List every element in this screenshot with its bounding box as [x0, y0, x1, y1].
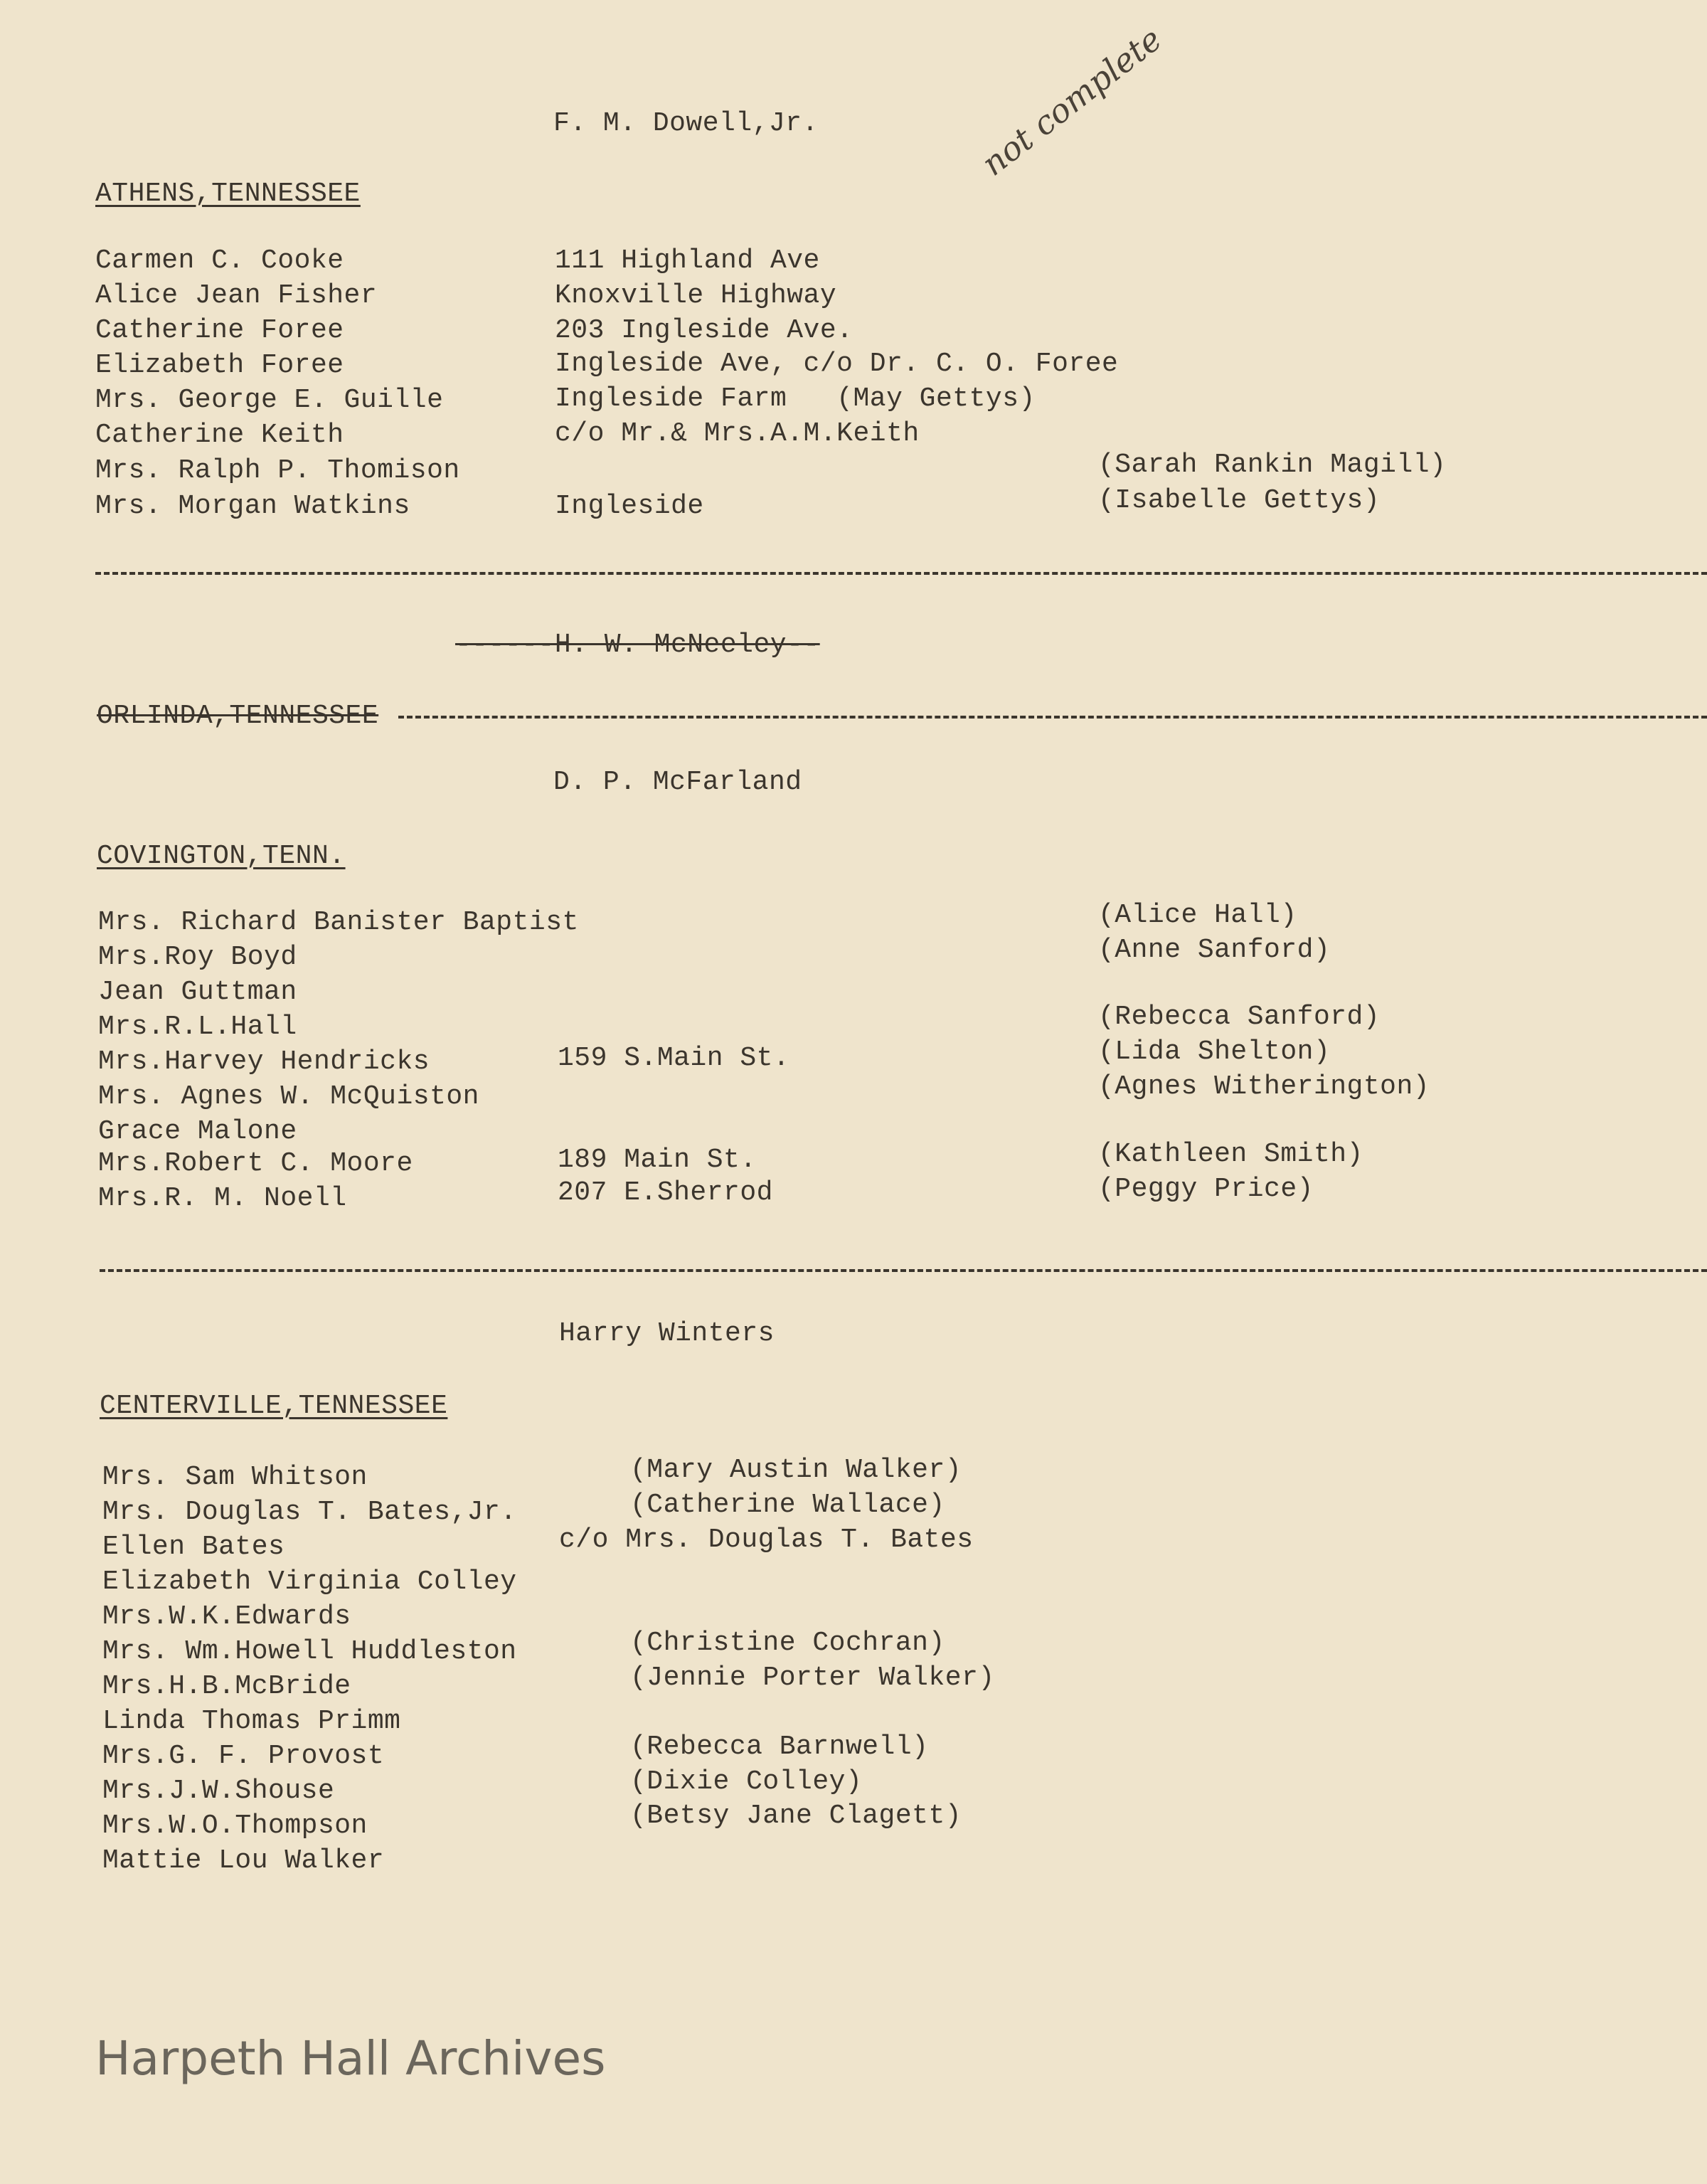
list-item-name: Elizabeth Virginia Colley — [102, 1567, 517, 1597]
section-divider — [100, 1269, 1707, 1272]
list-item-name: Mrs. Sam Whitson — [102, 1462, 368, 1493]
representative-name: F. M. Dowell,Jr. — [553, 108, 819, 139]
list-item-name: Mrs.Harvey Hendricks — [98, 1046, 430, 1077]
list-item-note: (Rebecca Barnwell) — [630, 1732, 929, 1762]
list-item-maiden-name: (Peggy Price) — [1098, 1174, 1314, 1204]
list-item-address: Ingleside — [555, 491, 704, 521]
list-item-name: Mrs.H.B.McBride — [102, 1671, 351, 1702]
list-item-note: (Mary Austin Walker) — [630, 1455, 962, 1485]
list-item-name: Alice Jean Fisher — [95, 280, 378, 311]
handwritten-note: not complete — [974, 19, 1169, 184]
list-item-maiden-name: (Lida Shelton) — [1098, 1037, 1331, 1067]
list-item-note: (Dixie Colley) — [630, 1766, 863, 1797]
list-item-address: 111 Highland Ave — [555, 245, 820, 276]
list-item-maiden-name: (Agnes Witherington) — [1098, 1071, 1430, 1102]
location-heading: ORLINDA,TENNESSEE — [97, 701, 379, 731]
list-item-name: Mrs. Wm.Howell Huddleston — [102, 1636, 517, 1667]
list-item-maiden-name: (Kathleen Smith) — [1098, 1139, 1363, 1170]
list-item-address: Knoxville Highway — [555, 280, 837, 311]
list-item-name: Mrs. Richard Banister Baptist — [98, 907, 579, 938]
list-item-note: (Catherine Wallace) — [630, 1490, 945, 1520]
list-item-name: Mrs. Ralph P. Thomison — [95, 455, 460, 486]
list-item-note: (Christine Cochran) — [630, 1628, 945, 1658]
section-divider — [398, 716, 1707, 719]
list-item-address: Ingleside Ave, c/o Dr. C. O. Foree — [555, 349, 1119, 379]
representative-name: D. P. McFarland — [553, 767, 802, 797]
location-heading: CENTERVILLE,TENNESSEE — [100, 1391, 448, 1421]
list-item-name: Grace Malone — [98, 1116, 297, 1147]
list-item-name: Mrs.G. F. Provost — [102, 1741, 385, 1771]
list-item-name: Mrs. Douglas T. Bates,Jr. — [102, 1497, 517, 1527]
list-item-name: Mrs.Robert C. Moore — [98, 1148, 413, 1179]
list-item-name: Mattie Lou Walker — [102, 1845, 385, 1876]
list-item-name: Catherine Foree — [95, 315, 344, 346]
representative-name: ------H. W. McNeeley-- — [455, 630, 820, 660]
list-item-maiden-name: (Sarah Rankin Magill) — [1098, 450, 1447, 480]
list-item-name: Mrs.R.L.Hall — [98, 1012, 297, 1042]
list-item-note: c/o Mrs. Douglas T. Bates — [559, 1525, 974, 1555]
list-item-note: (Betsy Jane Clagett) — [630, 1801, 962, 1831]
list-item-name: Elizabeth Foree — [95, 350, 344, 381]
list-item-maiden-name: (Rebecca Sanford) — [1098, 1002, 1381, 1032]
list-item-name: Mrs. George E. Guille — [95, 385, 444, 415]
list-item-maiden-name: (Isabelle Gettys) — [1098, 485, 1381, 516]
list-item-name: Mrs.W.O.Thompson — [102, 1811, 368, 1841]
list-item-address: 189 Main St. — [558, 1145, 757, 1175]
list-item-name: Mrs. Agnes W. McQuiston — [98, 1081, 479, 1112]
list-item-address: 159 S.Main St. — [558, 1043, 790, 1074]
list-item-name: Catherine Keith — [95, 420, 344, 450]
list-item-address: Ingleside Farm (May Gettys) — [555, 383, 1036, 414]
list-item-name: Mrs. Morgan Watkins — [95, 491, 410, 521]
list-item-maiden-name: (Alice Hall) — [1098, 900, 1297, 931]
list-item-maiden-name: (Anne Sanford) — [1098, 935, 1331, 965]
list-item-name: Linda Thomas Primm — [102, 1706, 401, 1737]
list-item-name: Mrs.Roy Boyd — [98, 942, 297, 972]
location-heading: ATHENS,TENNESSEE — [95, 179, 361, 209]
list-item-note: (Jennie Porter Walker) — [630, 1663, 995, 1693]
location-heading: COVINGTON,TENN. — [97, 841, 346, 871]
representative-name: Harry Winters — [559, 1318, 775, 1349]
list-item-name: Mrs.W.K.Edwards — [102, 1601, 351, 1632]
list-item-address: c/o Mr.& Mrs.A.M.Keith — [555, 418, 920, 449]
list-item-name: Carmen C. Cooke — [95, 245, 344, 276]
list-item-address: 207 E.Sherrod — [558, 1177, 773, 1208]
list-item-name: Mrs.J.W.Shouse — [102, 1776, 335, 1806]
archive-watermark: Harpeth Hall Archives — [95, 2031, 606, 2086]
list-item-address: 203 Ingleside Ave. — [555, 315, 854, 346]
list-item-name: Mrs.R. M. Noell — [98, 1183, 347, 1214]
list-item-name: Ellen Bates — [102, 1532, 285, 1562]
list-item-name: Jean Guttman — [98, 977, 297, 1007]
section-divider — [95, 572, 1707, 575]
